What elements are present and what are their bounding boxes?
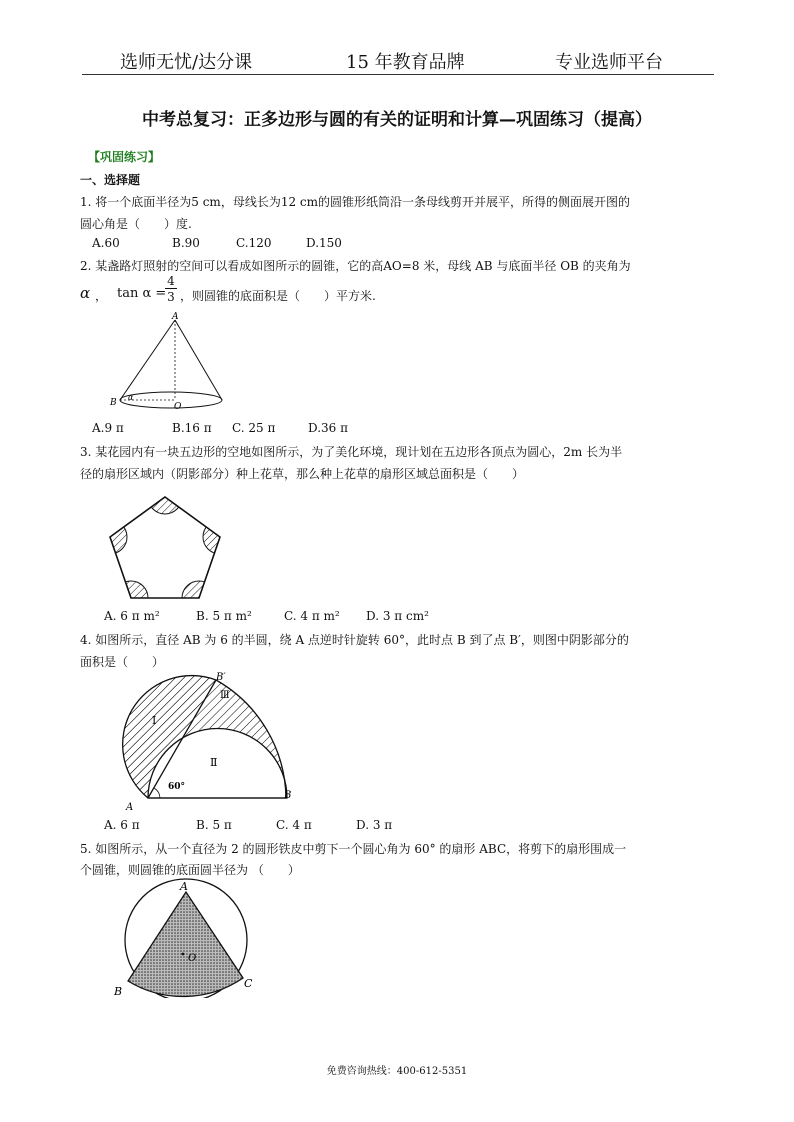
header-divider	[82, 74, 714, 75]
q5-label-c: C	[244, 977, 253, 990]
q4-option-a: A. 6 π	[104, 818, 140, 832]
q5-label-a: A	[180, 880, 188, 893]
q1-options	[92, 236, 342, 250]
q4-region-2: Ⅱ	[210, 756, 218, 769]
q2-option-c: C. 25 π	[232, 421, 276, 435]
q4-option-c: C. 4 π	[276, 818, 312, 832]
q4-options	[104, 818, 392, 832]
q3-option-b: B. 5 π m²	[196, 609, 252, 623]
q4-region-3: Ⅲ	[220, 690, 230, 701]
q2-line1: 2. 某盏路灯照射的空间可以看成如图所示的圆锥，它的高AO=8 米，母线 AB 与底面半径 OB 的夹角为	[80, 259, 631, 273]
q4-option-b: B. 5 π	[196, 818, 232, 832]
header-left: 选师无忧/达分课	[120, 52, 253, 73]
cone-label-b: B	[110, 398, 117, 408]
q3-option-d: D. 3 π cm²	[366, 609, 429, 623]
header-center: 15 年教育品牌	[346, 52, 465, 73]
q3-option-c: C. 4 π m²	[284, 609, 340, 623]
header-right: 专业选师平台	[555, 52, 663, 73]
q4-angle-label: 60°	[168, 782, 186, 792]
q3-line2: 径的扇形区域内（阴影部分）种上花草，那么种上花草的扇形区域总面积是（ ）	[80, 467, 525, 481]
q5-line2: 个圆锥，则圆锥的底面圆半径为 （ ）	[80, 863, 300, 877]
q4-label-bprime: B′	[216, 672, 226, 683]
q3-options	[104, 609, 429, 623]
q1-option-c: C.120	[236, 236, 272, 250]
q2-tan-expression: tan α =	[117, 286, 167, 301]
sector-in-circle-figure	[108, 878, 264, 998]
page-title: 中考总复习：正多边形与圆的有关的证明和计算—巩固练习（提高）	[142, 110, 652, 130]
cone-label-alpha: α	[128, 393, 134, 402]
q1-option-d: D.150	[306, 236, 342, 250]
q1-line2: 圆心角是（ ）度.	[80, 217, 192, 231]
q2-option-b: B.16 π	[172, 421, 212, 435]
q1-option-b: B.90	[172, 236, 200, 250]
q2-option-d: D.36 π	[308, 421, 348, 435]
footer-hotline: 免费咨询热线：400-612-5351	[326, 1066, 468, 1077]
q5-line1: 5. 如图所示，从一个直径为 2 的圆形铁皮中剪下一个圆心角为 60° 的扇形 ABC，将剪下的扇形围成一	[80, 842, 627, 856]
q1-line1: 1. 将一个底面半径为5 cm，母线长为12 cm的圆锥形纸筒沿一条母线剪开并展平，所得的侧面展开图的	[80, 195, 630, 209]
q2-frac-numerator: 4	[165, 274, 177, 289]
q3-option-a: A. 6 π m²	[104, 609, 160, 623]
q2-options	[92, 421, 348, 435]
q4-label-b: B	[284, 790, 292, 801]
pentagon-figure	[98, 485, 233, 605]
q4-label-a: A	[126, 802, 134, 810]
q5-label-b: B	[114, 985, 123, 998]
q3-line1: 3. 某花园内有一块五边形的空地如图所示，为了美化环境，现计划在五边形各顶点为圆心，2m 长为半	[80, 445, 623, 459]
q2-frac-denominator: 3	[167, 290, 175, 304]
cone-figure	[100, 310, 240, 415]
subsection-heading: 一、选择题	[80, 173, 141, 187]
q2-alpha: α	[80, 284, 91, 302]
cone-label-a: A	[172, 312, 179, 322]
q4-line2: 面积是（ ）	[80, 655, 165, 669]
section-label: 【巩固练习】	[88, 150, 161, 164]
q4-option-d: D. 3 π	[356, 818, 393, 832]
q5-label-o: O	[188, 953, 197, 964]
q2-option-a: A.9 π	[92, 421, 124, 435]
q1-option-a: A.60	[92, 236, 120, 250]
rotated-semicircle-figure	[100, 668, 310, 810]
q4-region-1: Ⅰ	[152, 714, 157, 727]
q4-line1: 4. 如图所示，直径 AB 为 6 的半圆，绕 A 点逆时针旋转 60°，此时点 B 到了点 B′，则图中阴影部分的	[80, 633, 629, 647]
q2-line2: ，则圆锥的底面积是（ ）平方米.	[180, 289, 376, 303]
cone-label-o: O	[174, 402, 182, 412]
